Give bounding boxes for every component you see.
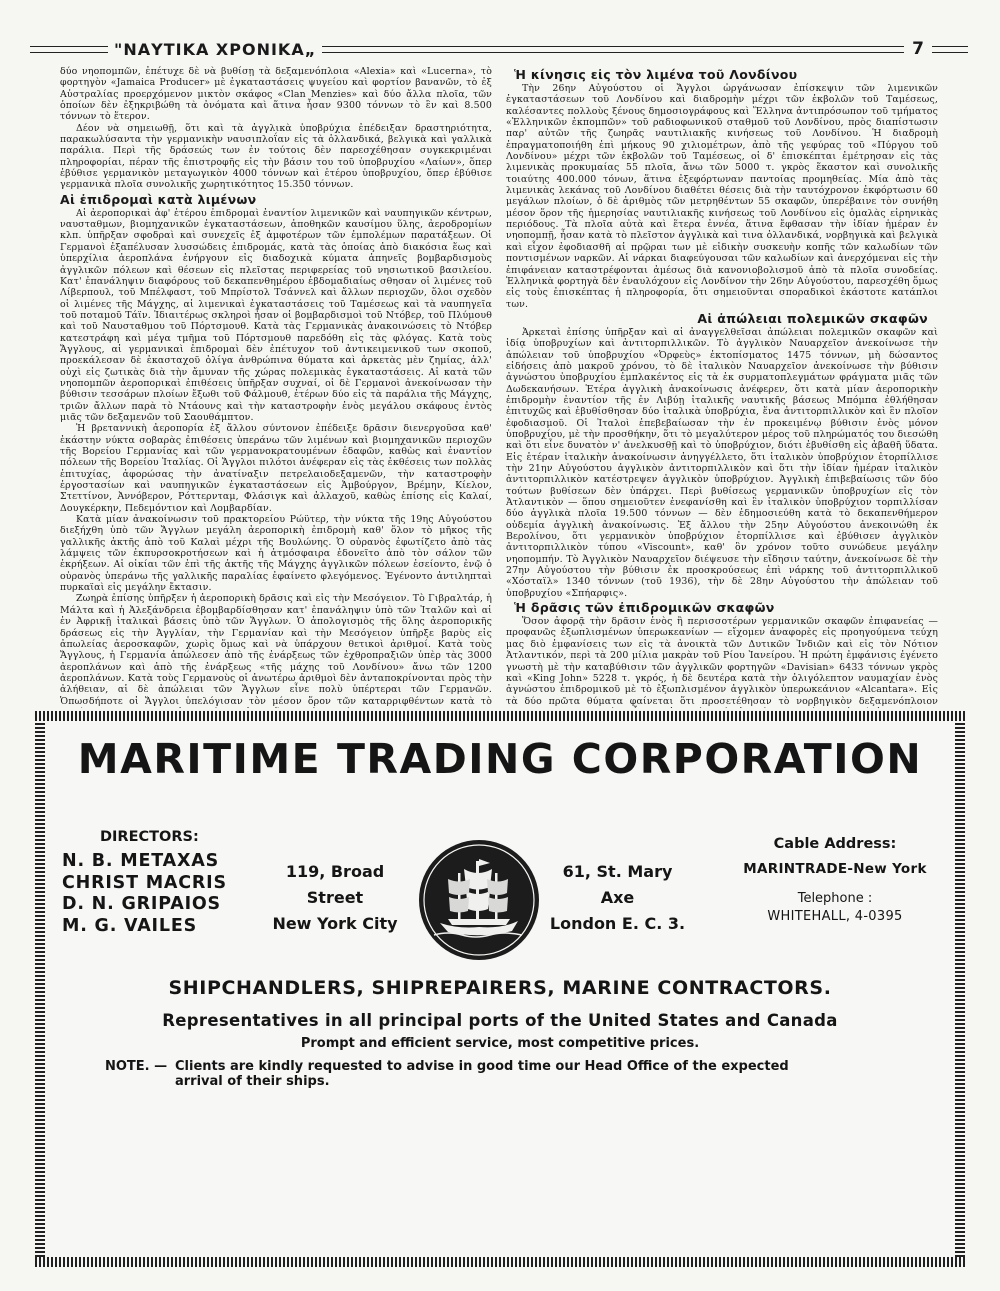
note-line: [105, 1059, 895, 1074]
section-heading: Ἡ δρᾶσις τῶν ἐπιδρομικῶν σκαφῶν: [514, 600, 775, 616]
telephone-number: WHITEHALL, 4-0395: [767, 909, 903, 924]
address-line: 61, St. Mary Axe: [562, 862, 673, 907]
header-rule-middle: [322, 46, 904, 53]
article-columns: [60, 66, 938, 708]
paragraph: Δέον νὰ σημειωθῇ, ὅτι καὶ τὰ ἀγγλικὰ ὑποβρύχια ἐπέδειξαν δραστηριότητα, παρακωλύσαντα τὴν γερμανικὴν ναυσιπλοΐαν εἰς τὰ ὁλλανδικά, βελγικὰ καὶ γαλλικὰ παράλια. Περὶ τῆς δράσεώς των ἐν τούτοις δὲν παρεσχέθησαν συγκεκριμέναι πληροφορίαι, πέραν τῆς ἐπιστροφῆς εἰς τὴν βάσιν του τοῦ ὑποβρυχίου «Λαίων», ὅπερ ἐβύθισε γερμανικὸν μεταγωγικὸν 4000 τόννων καὶ ἑτέρου ὑποβρυχίου, ὅπερ ἐβύθισε γερμανικὰ πλοῖα συνολικῆς χωρητικότητος 15.350 τόννων.: [60, 122, 492, 191]
ad-content: [45, 721, 955, 1257]
left-column: [60, 66, 492, 708]
ad-border-right: [955, 721, 965, 1257]
section-heading: Αἱ ἐπιδρομαὶ κατὰ λιμένων: [60, 191, 257, 207]
telephone-label: Telephone :: [797, 891, 873, 906]
paragraph: Τὴν 26ην Αὐγούστου οἱ Ἄγγλοι ὠργάνωσαν ἐπίσκεψιν τῶν λιμενικῶν ἐγκαταστάσεων τοῦ Λονδίνου καὶ διαδρομὴν μέχρι τῶν ἐκβολῶν τοῦ Ταμέσεως, καλέσαντες πολλοὺς ξένους δημοσιογράφους καὶ Ἕλληνα ἀντιπρόσωπον τοῦ τμήματος «Ἑλληνικῶν ἐκπομπῶν» τοῦ ραδιοφωνικοῦ σταθμοῦ τοῦ Λονδίνου, πρὸς διαπίστωσιν παρ' αὐτῶν τῆς ζωηρᾶς ναυτιλιακῆς κινήσεως τοῦ Λονδίνου. Ἡ διαδρομὴ ἐπραγματοποιήθη ἐπὶ μήκους 90 χιλιομέτρων, ἀπὸ τῆς γεφύρας τοῦ «Πύργου τοῦ Λονδίνου» μέχρι τῶν ἐκβολῶν τοῦ Ταμέσεως, οἱ δ' ἐπισκέπται ἐμέτρησαν εἰς τὰς λιμενικὰς προκυμαίας 55 πλοῖα, ἄνω τῶν 5000 τ. γκρὸς ἕκαστον καὶ συνολικῆς τοιαύτης 400.000 τόνων, ἅτινα ἐξεφόρτωναν παντοίας προμηθείας. Μία ἀπὸ τὰς λιμενικὰς λεκάνας τοῦ Λονδίνου διαθέτει θέσεις διὰ τὴν ταυτόχρονον ἐκφόρτωσιν 60 μεγάλων πλοίων, ὁ δὲ ἀριθμὸς τῶν μετρηθέντων 55 σκαφῶν, ὑπερέβαινε τὸν συνήθη μέσον ὅρον τῆς ἡμερησίας ναυτιλιακῆς κινήσεως τοῦ Λονδίνου εἰς ὁμαλὰς εἰρηνικὰς περιόδους. Τὰ πλοῖα αὐτὰ καὶ ἕτερα ἐννέα, ἅτινα ἔφθασαν τὴν ἰδίαν ἡμέραν ἐν νηοπομπῇ, ἦσαν κατὰ τὸ πλεῖστον ἀγγλικὰ καὶ τινα ὀλλανδικά, νορβηγικὰ καὶ βελγικὰ καὶ εἶχον ἐφοδιασθῆ αἱ πρῷραι των μὲ εἰδικὴν συσκευὴν κοπῆς τῶν καλωδίων τῶν ποντισμένων ναρκῶν. Αἱ νάρκαι διαφεύγουσαι τῶν καλωδίων καὶ ἀνερχόμεναι εἰς τὴν ἐπιφάνειαν καταστρέφονται ἀμέσως διὰ κανονιοβολισμοῦ ἀπὸ τὰ πλοῖα συνοδείας. Ἑλληνικὰ φορτηγὰ δὲν ἐναυλόχουν εἰς Λονδίνον τὴν 26ην Αὐγούστου, παρεσχέθη ὅμως εἰς τοὺς ἐπισκέπτας ἡ πληροφορία, ὅτι σημειοῦνται σποραδικοὶ ἑκάστοτε κατάπλοι των.: [506, 83, 938, 310]
new-york-address: [260, 859, 410, 937]
services-line: SHIPCHANDLERS, SHIPREPAIRERS, MARINE CONTRACTORS.: [168, 977, 832, 999]
header-rule-left: [30, 46, 108, 53]
ad-note: [105, 1059, 895, 1089]
address-line: New York City: [272, 914, 398, 933]
paragraph: Αἱ ἀεροπορικαὶ ἀφ' ἑτέρου ἐπιδρομαὶ ἐναντίον λιμενικῶν καὶ ναυπηγικῶν κέντρων, ναυσταθμων, βιομηχανικῶν ἐγκαταστάσεων, ἀποθηκῶν καυσίμου ὕλης, ἀεροδρομίων κλπ. ὑπῆρξαν σφοδραὶ καὶ συνεχεῖς ἐξ ἀμφοτέρων τῶν ἐμπολέμων παρατάξεων. Οἱ Γερμανοὶ ἐξαπέλυσαν λυσσώδεις ἐπιδρομάς, κατὰ τὰς ὁποίας ἀπὸ διακόσια ἕως καὶ ὑπερχίλια ἀεροπλάνα ἐνήργουν εἰς διαδοχικὰ κύματα ἀπηνεῖς βομβαρδισμοὺς ἀγγλικῶν πόλεων καὶ θέσεων εἰς πλεῖστας περιφερείας τοῦ νησιωτικοῦ βασιλείου. Κατ' ἐπανάληψιν διαφόρους τοῦ δεκαπενθημέρου ἑβδομαδιαίως σθησαν οἱ λιμένες τοῦ Λίβερπουλ, τοῦ Μπέλφαστ, τοῦ Μπρίστολ Τσάννελ καὶ ἄλλων περιοχῶν, ὅλοι σχεδὸν οἱ λιμένες τῆς Μάγχης, αἱ λιμενικαὶ ἐγκαταστάσεις τοῦ Ταμέσεως καὶ τὰ ναυπηγεῖα τοῦ ποταμοῦ Τάϊν. Ἰδιαιτέρως σκληροὶ ἦσαν οἱ βομβαρδισμοὶ τοῦ Ντόβερ, τοῦ Πλύμουθ καὶ τοῦ Ναυσταθμου τοῦ Πόρτσμουθ. Κατὰ τὰς Γερμανικὰς ἀνακοινώσεις τὸ Ντόβερ κατεστράφη καὶ μέγα τμῆμα τοῦ Πόρτσμουθ παρεδόθη εἰς τὰς φλόγας. Κατὰ τοὺς Ἄγγλους, αἱ γερμανικαὶ ἐπιδρομαὶ δὲν ἐπέτυχον τοῦ ἀντικειμενικοῦ των σκοποῦ, προεκάλεσαν δὲ ἑκασταχοῦ ὀλίγα ἀνθρώπινα θύματα καὶ ἀρκετὰς μὲν ζημίας, ἀλλ' οὐχὶ εἰς ζωτικὰς διὰ τὴν ἄμυναν τῆς χώρας πολεμικὰς ἐγκαταστάσεις. Αἱ κατὰ τῶν νηοπομπῶν ἀεροπορικαὶ ἐπιθέσεις ὑπῆρξαν συχναί, οἱ δὲ Γερμανοὶ ἀνεκοίνωσαν τὴν βύθισιν τεσσάρων πλοίων ἔξωθι τοῦ Φάλμουθ, ἑτέρων δύο εἰς τὰ παράλια τῆς Μάγχης, τριῶν ἄλλων παρὰ τὸ Ντάουνς καὶ τὴν καταστροφὴν ἑνὸς μεγάλου σκάφους ἐντὸς μιᾶς τῶν δεξαμενῶν τοῦ Σαουθάμπτον.: [60, 207, 492, 423]
company-name: MARITIME TRADING CORPORATION: [77, 735, 923, 783]
service-tagline: Prompt and efficient service, most competitive prices.: [300, 1036, 700, 1051]
cable-address: MARINTRADE-New York: [743, 861, 927, 877]
director-name: D. N. GRIPAIOS: [62, 894, 221, 914]
page-number: 7: [912, 39, 924, 59]
paragraph: Ζωηρὰ ἐπίσης ὑπῆρξεν ἡ ἀεροπορικὴ δρᾶσις καὶ εἰς τὴν Μεσόγειον. Τὸ Γιβραλτάρ, ἡ Μάλτα καὶ ἡ Ἀλεξάνδρεια ἐβομβαρδίσθησαν κατ' ἐπανάληψιν ὑπὸ τῶν Ἰταλῶν καὶ αἱ ἐν Ἀφρικῇ ἰταλικαὶ βάσεις ὑπὸ τῶν Ἄγγλων. Ὁ ἀπολογισμὸς τῆς ὅλης ἀεροπορικῆς δράσεως εἰς τὴν Ἀγγλίαν, τὴν Γερμανίαν καὶ τὴν Μεσόγειον ὑπῆρξε βαρὺς εἰς ἀπωλείας ἀεροσκαφῶν, χωρὶς ὅμως καὶ νὰ ὑπάρχουν θετικοὶ ἀριθμοί. Κατὰ τοὺς Ἄγγλους, ἡ Γερμανία ἀπώλεσεν ἀπὸ τῆς ἐνάρξεως τῶν ἐχθροπραξιῶν ὑπὲρ τὰς 3000 ἀεροπλάνων καὶ ἀπὸ τῆς ἐνάρξεως «τῆς μάχης τοῦ Λονδίνου» ἄνω τῶν 1200 ἀεροπλάνων. Κατὰ τοὺς Γερμανοὺς οἱ ἀνωτέρω ἀριθμοὶ δὲν ἀνταποκρίνονται πρὸς τὴν ἀλήθειαν, αἱ δὲ ἀπώλειαι τῶν Ἄγγλων εἶνε πολὺ ὑπέρτεραι τῶν Γερμανῶν. Ὁπωσδήποτε οἱ Ἄγγλοι ὑπελόγισαν τὸν μέσον ὅρον τῶν καταρριφθέντων κατὰ τὸ: [60, 593, 492, 707]
director-name: CHRIST MACRIS: [62, 872, 227, 893]
section-heading: Ἡ κίνησις εἰς τὸν λιμένα τοῦ Λονδίνου: [514, 67, 798, 82]
advertisement: [35, 711, 965, 1267]
right-column: [506, 66, 938, 708]
address-line: London E. C. 3.: [549, 914, 686, 933]
ship-emblem-icon: [418, 839, 540, 961]
paragraph: δύο νηοπομπῶν, ἐπέτυχε δὲ νὰ βυθίσῃ τὰ δεξαμενόπλοια «Alexia» καὶ «Lucerna», τὸ φορτηγὸν «Jamaica Producer» μὲ ἐγκαταστάσεις ψυγείου καὶ φορτίον βανανῶν, τὸ ἐξ Αὐστραλίας προερχόμενον μικτὸν σκάφος «Clan Menzies» καὶ δύο ἄλλα πλοῖα, τῶν ὁποίων δὲν ἐξηκριβώθη τὰ ὀνόματα καὶ ἅτινα ἦσαν 9300 τόννων τὸ ἓν καὶ 8.500 τόννων τὸ ἕτερον.: [60, 66, 492, 123]
paragraph: Κατὰ μίαν ἀνακοίνωσιν τοῦ πρακτορείου Ρώϋτερ, τὴν νύκτα τῆς 19ης Αὐγούστου διεξήχθη ὑπὸ τῶν Ἄγγλων μεγάλη ἀεροπορικὴ ἐπιδρομὴ καθ' ὅλον τὸ μῆκος τῆς γαλλικῆς ἀκτῆς ἀπὸ τοῦ Καλαὶ μέχρι τῆς Βουλώνης. Ὁ οὐρανὸς ἐφωτίζετο ἀπὸ τὰς λάμψεις τῶν ἐκπυρσοκροτήσεων καὶ ἡ ἀτμόσφαιρα ἐδονεῖτο ἀπὸ τὸν σάλον τῶν ἐκρήξεων. Αἱ οἰκίαι τῶν ἐπὶ τῆς ἀκτῆς τῆς Μάγχης ἀγγλικῶν πόλεων ἐσείοντο, ἐνῷ ὁ οὐρανὸς ὑπεράνω τῆς γαλλικῆς παραλίας ἐφαίνετο φλεγόμενος. Ἐγένοντο ἀντιληπταὶ πυρκαϊαὶ εἰς μεγάλην ἔκτασιν.: [60, 514, 492, 594]
representatives-line: Representatives in all principal ports of the United States and Canada: [162, 1011, 838, 1030]
note-label: NOTE. —: [105, 1059, 168, 1074]
paragraph: Ἡ βρεταννικὴ ἀεροπορία ἐξ ἄλλου σύντονον ἐπέδειξε δρᾶσιν διενεργοῦσα καθ' ἑκάστην νύκτα σοβαρὰς ἐπιθέσεις ὑπεράνω τῶν λιμένων καὶ βιομηχανικῶν περιοχῶν τῆς Βορείου Γερμανίας καὶ τῶν γερμανοκρατουμένων ἐδαφῶν, καθὼς καὶ ἐναντίον πόλεων τῆς Βορείου Ἰταλίας. Οἱ Ἄγγλοι πιλότοι ἀνέφεραν εἰς τὰς ἐκθέσεις των πολλὰς ἐπιτυχίας, ἀφορώσας τὴν ἀνατίναξιν πετρελαιοδεξαμενῶν, τὴν καταστροφὴν ἐργοστασίων καὶ ναυπηγικῶν ἐγκαταστάσεων εἰς Ἀμβούργον, Βρέμην, Κίελον, Στεττίνον, Ἀννόβερον, Ρόττερνταμ, Φλάσιγκ καὶ ἀλλαχοῦ, καθὼς ἐπίσης εἰς Καλαί, Δουγκέρκην, Πεδεμόντιον καὶ Λομβαρδίαν.: [60, 423, 492, 514]
director-name: M. G. VAILES: [62, 915, 197, 936]
magazine-title: "ΝΑΥΤΙΚΑ ΧΡΟΝΙΚΑ„: [114, 39, 317, 59]
paragraph: Ἀρκεταὶ ἐπίσης ὑπῆρξαν καὶ αἱ ἀναγγελθεῖσαι ἀπώλειαι πολεμικῶν σκαφῶν καὶ ἰδίᾳ ὑποβρυχίων καὶ ἀντιτορπιλλικῶν. Τὸ ἀγγλικὸν Ναυαρχεῖον ἀνεκοίνωσε τὴν ἀπώλειαν τοῦ ὑποβρυχίου «Ὀρφεὺς» ἐκτοπίσματος 1475 τόννων, μὴ δώσαντος εἰδήσεις ἀπὸ μακροῦ χρόνου, τὸ δὲ ἰταλικὸν Ναυαρχεῖον ἀνεκοίνωσε τὴν βύθισιν ἀγνώστου ὑποβρυχίου ἐμπλακέντος εἰς τὰ ἐκ συρματοπλεγμάτων φράγματα μιᾶς τῶν Δωδεκανήσων. Ἑτέρα ἀγγλικὴ ἀνακοίνωσις ἀνέφερεν, ὅτι κατὰ μίαν ἀεροπορικὴν ἐπιδρομὴν ἐναντίον τῆς ἐν Λιβύῃ ἰταλικῆς ναυτικῆς βάσεως Μπόμπα ἐθλήθησαν ἐπιτυχῶς καὶ ἐβυθίσθησαν δύο ἰταλικὰ ὑποβρύχια, ἕνα ἀντιτορπιλλικὸν καὶ ἓν πλοῖον ἐφοδιασμοῦ. Οἱ Ἰταλοὶ ἐπεβεβαίωσαν τὴν ἐν προκειμένῳ βύθισιν ἑνὸς μόνον ὑποβρυχίου, μὲ τὴν προσθήκην, ὅτι τὸ μεγαλύτερον μέρος τοῦ πληρώματός του διεσώθη καὶ ὅτι εἶνε δυνατὸν ν' ἀνελκυσθῇ καὶ τὸ ὑποβρύχιον, διότι ἐβυθίσθη εἰς ἀβαθῆ ὕδατα. Εἰς ἑτέραν ἰταλικὴν ἀνακοίνωσιν ἀνηγγέλλετο, ὅτι ἰταλικὸν ὑποβρύχιον ἐτορπίλλισε τὴν 21ην Αὐγούστου ἀγγλικὸν ἀντιτορπιλλικὸν καὶ ὅτι τὴν ἰδίαν ἡμέραν ἰταλικὸν ἀντιτορπιλλικὸν κατέστρεψεν ἀγγλικὸν ὑποβρύχιον. Ἀγγλικὴ ἐπιβεβαίωσις τῶν δύο τούτων βυθίσεων δὲν ὑπάρχει. Περὶ βυθίσεως γερμανικῶν ὑποβρυχίων εἰς τὸν Ἀτλαντικὸν — ὅπου σημειοῦτεν ἐνεφανίσθη καὶ ἓν ἰταλικὸν ὑποβρύχιον τορπιλλίσαν δύο ἀγγλικὰ πλοῖα 19.500 τόννων — δὲν ἐδημοσιεύθη κατὰ τὸ δεκαπενθήμερον οὐδεμία ἀγγλικὴ ἀνακοίνωσις. Ἐξ ἄλλου τὴν 25ην Αὐγούστου ἀνεκοινώθη ἐκ Βερολίνου, ὅτι γερμανικὸν ὑποβρύχιον ἐτορπίλλισε καὶ ἐβύθισεν ἀγγλικὸν ἀντιτορπιλλικὸν τύπου «Viscount», καθ' ὃν χρόνον τοῦτο συνώδευε μεγάλην νηοπομπήν. Τὸ Ἀγγλικὸν Ναυαρχεῖον διέψευσε τὴν εἴδησιν ταύτην, ἀνεκοίνωσε δὲ τὴν 27ην Αὐγούστου τὴν βύθισιν ἐκ προσκρούσεως ἐπὶ νάρκης τοῦ ἀντιτορπιλλικοῦ «Χόσταϊλ» 1340 τόννων (τοῦ 1936), τὴν δὲ 28ην Αὐγούστου τὴν ἀπώλειαν τοῦ ὑποβρυχίου «Σπήαρφις».: [506, 326, 938, 599]
section-heading: Αἱ ἀπώλειαι πολεμικῶν σκαφῶν: [697, 310, 928, 326]
directors-list: [62, 851, 227, 937]
directors-label: DIRECTORS:: [100, 829, 199, 845]
address-line: 119, Broad Street: [285, 862, 385, 907]
note-text: Clients are kindly requested to advise in good time our Head Office of the expected: [175, 1059, 789, 1074]
director-name: N. B. METAXAS: [62, 851, 219, 871]
paragraph: Ὅσον ἀφορᾷ τὴν δρᾶσιν ἑνὸς ἢ περισσοτέρων γερμανικῶν σκαφῶν ἐπιφανείας — προφανῶς ἐξωπλισμένων ὑπερωκεανίων — εἴχομεν ἀναφορὲς εἰς προηγούμενα τεύχη μας διὸ ἐμφανίσεις των εἰς τὰ ἀνοικτὰ τῶν Δυτικῶν Ἰνδιῶν καὶ εἰς τὸν Νότιον Ἀτλαντικόν, περὶ τὰ 200 μίλια μακρὰν τοῦ Ρίου Ἰανείρου. Ἡ πρώτη ἐμφάνισις ἐγένετο γνωστὴ μὲ τὴν καταβύθισιν τῶν ἀγγλικῶν φορτηγῶν «Davisian» 6433 τόννων γκρὸς καὶ «King John» 5228 τ. γκρός, ἡ δὲ δευτέρα κατὰ τὴν ὀλιγόλεπτον ναυμαχίαν ἑνὸς ἀγνώστου ἐπιδρομικοῦ μὲ τὸ ἐξωπλισμένον ἀγγλικὸν ὑπερωκεάνιον «Alcantara». Εἰς τὰ δύο πρῶτα θύματα φαίνεται ὅτι προσετέθησαν τὸ νορβηγικὸν δεξαμενόπλοιον: [506, 616, 938, 707]
cable-address-label: Cable Address:: [773, 836, 897, 852]
note-line: arrival of their ships.: [175, 1074, 330, 1089]
ad-border-bottom: [35, 1257, 965, 1267]
london-address: [545, 859, 690, 937]
page-header: [30, 38, 968, 60]
header-rule-right: [932, 46, 968, 53]
ad-border-left: [35, 721, 45, 1257]
ad-border-top: [35, 711, 965, 721]
